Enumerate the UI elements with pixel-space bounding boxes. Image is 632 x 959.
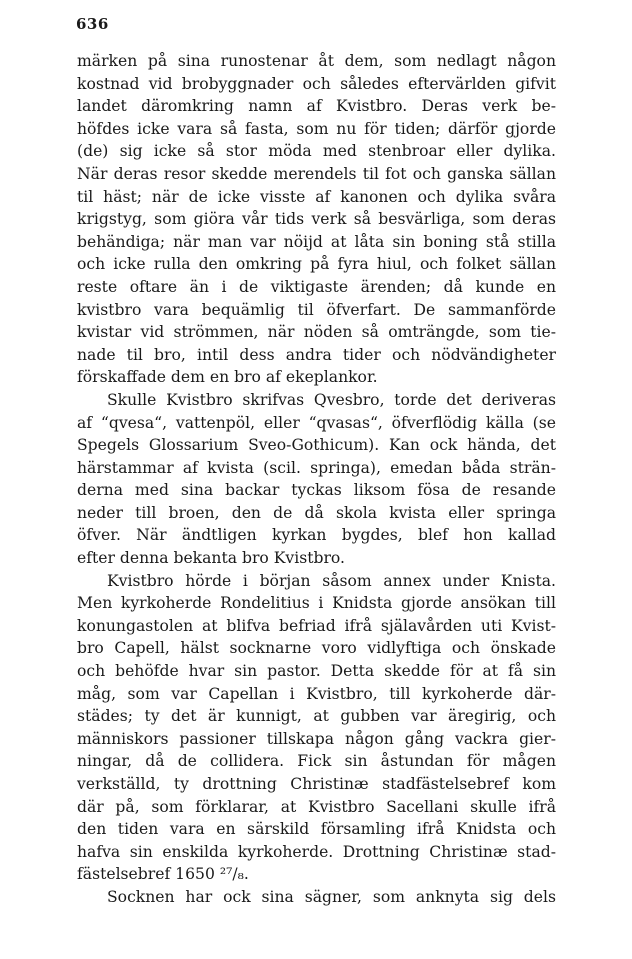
text-line: Skulle Kvistbro skrifvas Qvesbro, torde det deriveras [107,390,556,409]
text-line: och behöfde hvar sin pastor. Detta skedde för at få sin [77,662,556,681]
text-line: (de) sig icke så stor möda med stenbroar eller dylika. [77,142,556,161]
text-line: kvistar vid strömmen, när nöden så omträngde, som tie- [77,323,556,342]
text-line: landet däromkring namn af Kvistbro. Deras verk be- [77,97,556,116]
text-line: af “qvesa“, vattenpöl, eller “qvasas“, öfverflödig källa (se [77,413,556,432]
text-line: märken på sina runostenar åt dem, som nedlagt någon [77,52,556,70]
text-line: där på, som förklarar, at Kvistbro Sacellani skulle ifrå [77,797,556,816]
text-line: människors passioner tillskapa någon gång vackra gier- [77,729,556,748]
text-line: efter denna bekanta bro Kvistbro. [77,549,345,568]
text-line: Socknen har ock sina sägner, som anknyta sig dels [107,887,556,906]
text-line: Kvistbro hörde i början såsom annex under Knista. [107,571,556,590]
text-line: måg, som var Capellan i Kvistbro, till kyrkoherde där- [77,684,556,703]
text-line: Spegels Glossarium Sveo-Gothicum). Kan ock hända, det [77,436,556,455]
text-line: bro Capell, hälst socknarne voro vidlyftiga och önskade [77,639,556,658]
text-line: behändiga; när man var nöijd at låta sin boning stå stilla [77,232,556,251]
text-line: den tiden vara en särskild församling ifrå Knidsta och [77,820,556,839]
text-line: verkställd, ty drottning Christinæ stadfästelsebref kom [77,775,556,793]
text-line: och icke rulla den omkring på fyra hiul, och folket sällan [77,255,556,274]
text-line: När deras resor skedde merendels til fot och ganska sällan [77,164,556,183]
text-line: konungastolen at blifva befriad ifrå själavården uti Kvist- [77,616,556,635]
text-line: kvistbro vara bequämlig til öfverfart. De sammanförde [77,300,556,319]
text-line: hafva sin enskilda kyrkoherde. Drottning Christinæ stad- [77,842,556,861]
text-line: nade til bro, intil dess andra tider och nödvändigheter [77,345,556,364]
text-line: höfdes icke vara så fasta, som nu för tiden; därför gjorde [77,119,556,138]
text-line: krigstyg, som giöra vår tids verk så besvärliga, som deras [77,210,556,229]
text-line: til häst; när de icke visste af kanonen och dylika svåra [77,187,556,206]
text-line: härstammar af kvista (scil. springa), emedan båda strän- [77,458,556,477]
body-text [77,50,556,909]
text-line: förskaffade dem en bro af ekeplankor. [77,368,378,387]
text-line: fästelsebref 1650 ²⁷/₈. [77,865,249,884]
text-line: öfver. När ändtligen kyrkan bygdes, blef hon kallad [77,526,556,545]
text-line: reste oftare än i de viktigaste ärenden; då kunde en [77,277,556,296]
text-line: ningar, då de collidera. Fick sin åstundan för mågen [77,752,556,771]
text-line: derna med sina backar tyckas liksom fösa de resande [77,481,556,500]
text-line: kostnad vid brobyggnader och således eftervärlden gifvit [77,74,556,93]
page-number: 636 [76,15,109,33]
text-line: neder till broen, den de då skola kvista eller springa [77,503,556,522]
text-line: Men kyrkoherde Rondelitius i Knidsta gjorde ansökan till [77,594,556,613]
text-line: städes; ty det är kunnigt, at gubben var äregirig, och [77,707,556,726]
